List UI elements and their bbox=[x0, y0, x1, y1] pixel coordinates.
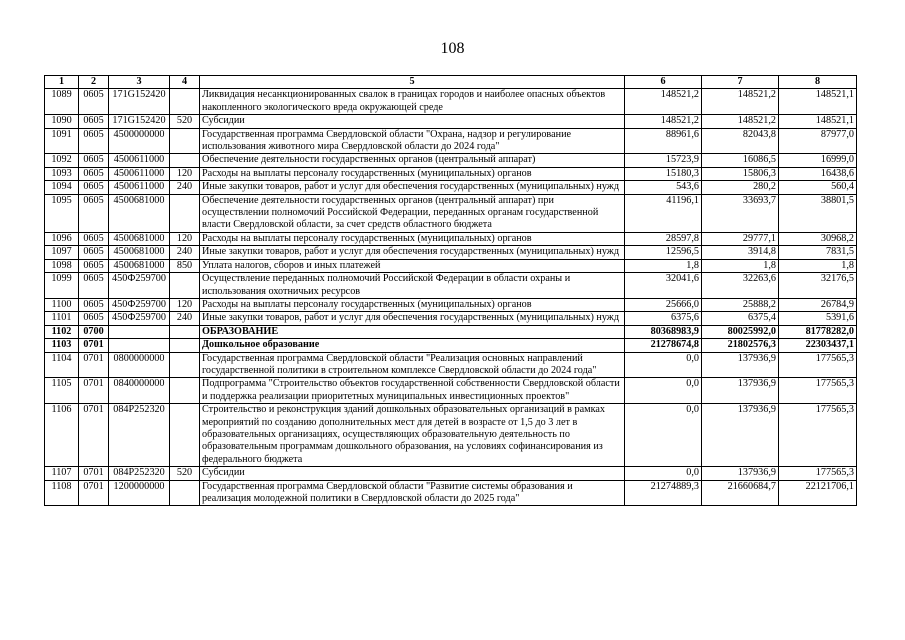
target-article-code: 0840000000 bbox=[109, 378, 170, 404]
amount-year-1: 0,0 bbox=[625, 378, 702, 404]
table-row bbox=[45, 115, 857, 128]
table-row bbox=[45, 273, 857, 299]
section-code: 0605 bbox=[79, 115, 109, 128]
table-row bbox=[45, 128, 857, 154]
column-header: 5 bbox=[200, 76, 625, 89]
section-code: 0605 bbox=[79, 128, 109, 154]
amount-year-1: 41196,1 bbox=[625, 194, 702, 232]
target-article-code: 450Ф259700 bbox=[109, 312, 170, 325]
amount-year-3: 22121706,1 bbox=[779, 480, 857, 506]
expense-type-code bbox=[170, 404, 200, 467]
expense-type-code: 120 bbox=[170, 232, 200, 245]
table-row bbox=[45, 259, 857, 272]
target-article-code: 4500611000 bbox=[109, 154, 170, 167]
row-number: 1108 bbox=[45, 480, 79, 506]
expense-type-code: 120 bbox=[170, 298, 200, 311]
section-code: 0605 bbox=[79, 89, 109, 115]
amount-year-3: 148521,1 bbox=[779, 115, 857, 128]
table-row bbox=[45, 89, 857, 115]
target-article-code: 4500681000 bbox=[109, 246, 170, 259]
item-name: Иные закупки товаров, работ и услуг для обеспечения государственных (муниципальных) нужд bbox=[200, 181, 625, 194]
target-article-code: 450Ф259700 bbox=[109, 298, 170, 311]
table-row bbox=[45, 181, 857, 194]
amount-year-1: 0,0 bbox=[625, 352, 702, 378]
amount-year-1: 543,6 bbox=[625, 181, 702, 194]
amount-year-3: 177565,3 bbox=[779, 467, 857, 480]
target-article-code: 4500681000 bbox=[109, 259, 170, 272]
page-number: 108 bbox=[440, 40, 465, 57]
target-article-code: 4500611000 bbox=[109, 167, 170, 180]
table-row bbox=[45, 325, 857, 338]
amount-year-1: 88961,6 bbox=[625, 128, 702, 154]
amount-year-2: 1,8 bbox=[702, 259, 779, 272]
amount-year-3: 148521,1 bbox=[779, 89, 857, 115]
item-name: Иные закупки товаров, работ и услуг для обеспечения государственных (муниципальных) нужд bbox=[200, 312, 625, 325]
item-name: Расходы на выплаты персоналу государственных (муниципальных) органов bbox=[200, 298, 625, 311]
table-row bbox=[45, 167, 857, 180]
item-name: Осуществление переданных полномочий Российской Федерации в области охраны и использования охотничьих ресурсов bbox=[200, 273, 625, 299]
section-code: 0605 bbox=[79, 232, 109, 245]
expense-type-code: 240 bbox=[170, 246, 200, 259]
row-number: 1092 bbox=[45, 154, 79, 167]
budget-table bbox=[44, 75, 857, 506]
amount-year-3: 1,8 bbox=[779, 259, 857, 272]
amount-year-1: 1,8 bbox=[625, 259, 702, 272]
item-name: ОБРАЗОВАНИЕ bbox=[200, 325, 625, 338]
amount-year-2: 148521,2 bbox=[702, 89, 779, 115]
expense-type-code bbox=[170, 480, 200, 506]
item-name: Иные закупки товаров, работ и услуг для обеспечения государственных (муниципальных) нужд bbox=[200, 246, 625, 259]
row-number: 1095 bbox=[45, 194, 79, 232]
table-row bbox=[45, 154, 857, 167]
expense-type-code bbox=[170, 154, 200, 167]
section-code: 0605 bbox=[79, 246, 109, 259]
table-row bbox=[45, 194, 857, 232]
amount-year-1: 12596,5 bbox=[625, 246, 702, 259]
item-name: Расходы на выплаты персоналу государственных (муниципальных) органов bbox=[200, 232, 625, 245]
target-article-code: 171G152420 bbox=[109, 89, 170, 115]
expense-type-code bbox=[170, 273, 200, 299]
amount-year-3: 16438,6 bbox=[779, 167, 857, 180]
expense-type-code: 520 bbox=[170, 115, 200, 128]
row-number: 1103 bbox=[45, 339, 79, 352]
amount-year-2: 6375,4 bbox=[702, 312, 779, 325]
row-number: 1107 bbox=[45, 467, 79, 480]
expense-type-code: 240 bbox=[170, 181, 200, 194]
target-article-code: 084P252320 bbox=[109, 404, 170, 467]
amount-year-1: 0,0 bbox=[625, 404, 702, 467]
table-row bbox=[45, 467, 857, 480]
section-code: 0701 bbox=[79, 352, 109, 378]
row-number: 1100 bbox=[45, 298, 79, 311]
row-number: 1091 bbox=[45, 128, 79, 154]
amount-year-3: 81778282,0 bbox=[779, 325, 857, 338]
item-name: Обеспечение деятельности государственных органов (центральный аппарат) bbox=[200, 154, 625, 167]
target-article-code: 4500681000 bbox=[109, 194, 170, 232]
amount-year-2: 32263,6 bbox=[702, 273, 779, 299]
amount-year-1: 25666,0 bbox=[625, 298, 702, 311]
row-number: 1094 bbox=[45, 181, 79, 194]
item-name: Государственная программа Свердловской области "Развитие системы образования и реализация молодежной политики в Свердловской области до 2025 года" bbox=[200, 480, 625, 506]
row-number: 1089 bbox=[45, 89, 79, 115]
section-code: 0605 bbox=[79, 167, 109, 180]
amount-year-2: 16086,5 bbox=[702, 154, 779, 167]
row-number: 1097 bbox=[45, 246, 79, 259]
expense-type-code: 850 bbox=[170, 259, 200, 272]
section-code: 0701 bbox=[79, 378, 109, 404]
table-row bbox=[45, 480, 857, 506]
item-name: Подпрограмма "Строительство объектов государственной собственности Свердловской области и поддержка реализации приоритетных муниципальных инвестиционных проектов" bbox=[200, 378, 625, 404]
amount-year-2: 82043,8 bbox=[702, 128, 779, 154]
item-name: Субсидии bbox=[200, 115, 625, 128]
column-header: 2 bbox=[79, 76, 109, 89]
item-name: Ликвидация несанкционированных свалок в границах городов и наиболее опасных объектов накопленного экологического вреда окружающей среде bbox=[200, 89, 625, 115]
item-name: Субсидии bbox=[200, 467, 625, 480]
amount-year-1: 21274889,3 bbox=[625, 480, 702, 506]
table-row bbox=[45, 339, 857, 352]
row-number: 1101 bbox=[45, 312, 79, 325]
table-row bbox=[45, 378, 857, 404]
amount-year-3: 22303437,1 bbox=[779, 339, 857, 352]
column-header: 7 bbox=[702, 76, 779, 89]
target-article-code: 4500611000 bbox=[109, 181, 170, 194]
expense-type-code bbox=[170, 352, 200, 378]
section-code: 0701 bbox=[79, 467, 109, 480]
section-code: 0701 bbox=[79, 404, 109, 467]
amount-year-2: 137936,9 bbox=[702, 378, 779, 404]
amount-year-2: 148521,2 bbox=[702, 115, 779, 128]
section-code: 0605 bbox=[79, 194, 109, 232]
table-row bbox=[45, 352, 857, 378]
section-code: 0605 bbox=[79, 181, 109, 194]
amount-year-2: 25888,2 bbox=[702, 298, 779, 311]
target-article-code: 4500681000 bbox=[109, 232, 170, 245]
item-name: Расходы на выплаты персоналу государственных (муниципальных) органов bbox=[200, 167, 625, 180]
row-number: 1099 bbox=[45, 273, 79, 299]
table-row bbox=[45, 404, 857, 467]
header-row bbox=[45, 76, 857, 89]
column-header: 4 bbox=[170, 76, 200, 89]
amount-year-3: 87977,0 bbox=[779, 128, 857, 154]
item-name: Обеспечение деятельности государственных органов (центральный аппарат) при осуществлении полномочий Российской Федерации, переданных органам государственной власти Свердловской области, за счет средств областного бюджета bbox=[200, 194, 625, 232]
amount-year-1: 15180,3 bbox=[625, 167, 702, 180]
row-number: 1090 bbox=[45, 115, 79, 128]
amount-year-2: 137936,9 bbox=[702, 352, 779, 378]
target-article-code: 4500000000 bbox=[109, 128, 170, 154]
amount-year-3: 26784,9 bbox=[779, 298, 857, 311]
target-article-code: 450Ф259700 bbox=[109, 273, 170, 299]
row-number: 1096 bbox=[45, 232, 79, 245]
section-code: 0700 bbox=[79, 325, 109, 338]
expense-type-code bbox=[170, 339, 200, 352]
amount-year-1: 32041,6 bbox=[625, 273, 702, 299]
amount-year-3: 32176,5 bbox=[779, 273, 857, 299]
section-code: 0605 bbox=[79, 259, 109, 272]
row-number: 1105 bbox=[45, 378, 79, 404]
amount-year-3: 560,4 bbox=[779, 181, 857, 194]
expense-type-code bbox=[170, 128, 200, 154]
amount-year-1: 6375,6 bbox=[625, 312, 702, 325]
column-header: 8 bbox=[779, 76, 857, 89]
amount-year-3: 177565,3 bbox=[779, 404, 857, 467]
target-article-code bbox=[109, 339, 170, 352]
expense-type-code bbox=[170, 89, 200, 115]
expense-type-code: 520 bbox=[170, 467, 200, 480]
expense-type-code bbox=[170, 194, 200, 232]
row-number: 1104 bbox=[45, 352, 79, 378]
expense-type-code bbox=[170, 325, 200, 338]
table-row bbox=[45, 298, 857, 311]
table-row bbox=[45, 246, 857, 259]
amount-year-2: 21802576,3 bbox=[702, 339, 779, 352]
amount-year-1: 21278674,8 bbox=[625, 339, 702, 352]
target-article-code: 1200000000 bbox=[109, 480, 170, 506]
item-name: Уплата налогов, сборов и иных платежей bbox=[200, 259, 625, 272]
amount-year-2: 280,2 bbox=[702, 181, 779, 194]
row-number: 1102 bbox=[45, 325, 79, 338]
amount-year-2: 15806,3 bbox=[702, 167, 779, 180]
item-name: Строительство и реконструкция зданий дошкольных образовательных организаций в рамках мероприятий по созданию дополнительных мест для детей в возрасте от 1,5 до 3 лет в образовательных организациях, осуществляющих образовательную деятельность по образовательным программам дошкольного образования, на условиях софинансирования из федерального бюджета bbox=[200, 404, 625, 467]
row-number: 1106 bbox=[45, 404, 79, 467]
section-code: 0605 bbox=[79, 312, 109, 325]
section-code: 0605 bbox=[79, 298, 109, 311]
table-row bbox=[45, 232, 857, 245]
column-header: 3 bbox=[109, 76, 170, 89]
table-row bbox=[45, 312, 857, 325]
amount-year-3: 5391,6 bbox=[779, 312, 857, 325]
item-name: Государственная программа Свердловской области "Охрана, надзор и регулирование использования животного мира Свердловской области до 2024 года" bbox=[200, 128, 625, 154]
item-name: Дошкольное образование bbox=[200, 339, 625, 352]
section-code: 0605 bbox=[79, 154, 109, 167]
expense-type-code bbox=[170, 378, 200, 404]
amount-year-3: 7831,5 bbox=[779, 246, 857, 259]
amount-year-3: 38801,5 bbox=[779, 194, 857, 232]
amount-year-1: 80368983,9 bbox=[625, 325, 702, 338]
column-header: 1 bbox=[45, 76, 79, 89]
section-code: 0701 bbox=[79, 480, 109, 506]
expense-type-code: 120 bbox=[170, 167, 200, 180]
amount-year-1: 148521,2 bbox=[625, 89, 702, 115]
expense-type-code: 240 bbox=[170, 312, 200, 325]
amount-year-3: 177565,3 bbox=[779, 378, 857, 404]
amount-year-2: 21660684,7 bbox=[702, 480, 779, 506]
amount-year-2: 3914,8 bbox=[702, 246, 779, 259]
amount-year-1: 0,0 bbox=[625, 467, 702, 480]
amount-year-1: 15723,9 bbox=[625, 154, 702, 167]
amount-year-1: 148521,2 bbox=[625, 115, 702, 128]
section-code: 0605 bbox=[79, 273, 109, 299]
row-number: 1098 bbox=[45, 259, 79, 272]
amount-year-1: 28597,8 bbox=[625, 232, 702, 245]
amount-year-3: 177565,3 bbox=[779, 352, 857, 378]
item-name: Государственная программа Свердловской области "Реализация основных направлений государственной политики в строительном комплексе Свердловской области до 2024 года" bbox=[200, 352, 625, 378]
amount-year-2: 33693,7 bbox=[702, 194, 779, 232]
target-article-code: 171G152420 bbox=[109, 115, 170, 128]
amount-year-2: 137936,9 bbox=[702, 467, 779, 480]
row-number: 1093 bbox=[45, 167, 79, 180]
amount-year-2: 137936,9 bbox=[702, 404, 779, 467]
amount-year-2: 29777,1 bbox=[702, 232, 779, 245]
amount-year-3: 16999,0 bbox=[779, 154, 857, 167]
target-article-code: 084P252320 bbox=[109, 467, 170, 480]
amount-year-2: 80025992,0 bbox=[702, 325, 779, 338]
amount-year-3: 30968,2 bbox=[779, 232, 857, 245]
column-header: 6 bbox=[625, 76, 702, 89]
target-article-code: 0800000000 bbox=[109, 352, 170, 378]
section-code: 0701 bbox=[79, 339, 109, 352]
target-article-code bbox=[109, 325, 170, 338]
